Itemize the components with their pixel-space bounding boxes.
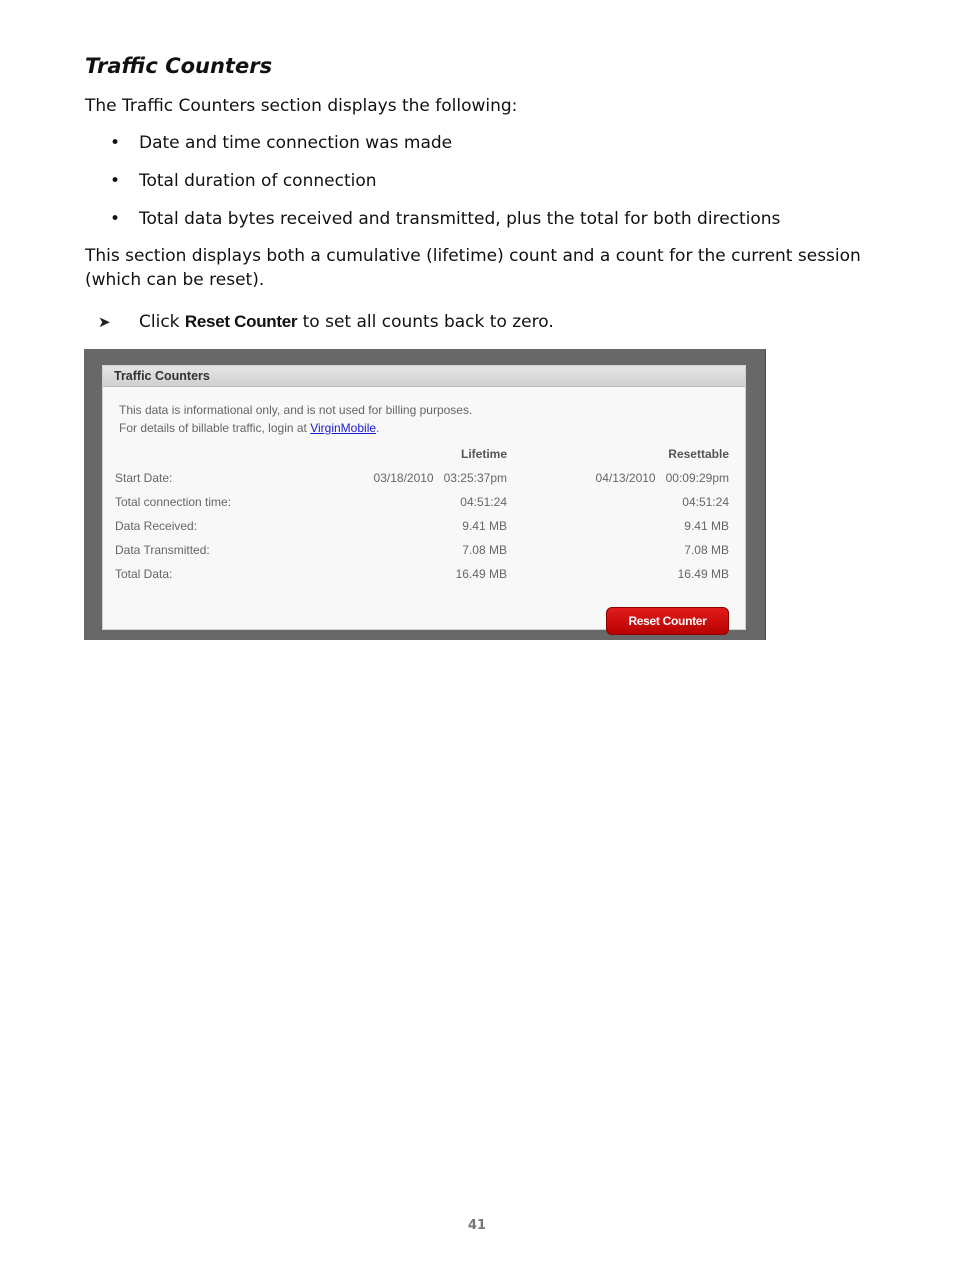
billing-info xyxy=(119,421,379,435)
feature-list xyxy=(110,131,780,245)
lifetime-value: 9.41 MB xyxy=(462,519,507,533)
arrow-icon: ➤ xyxy=(98,313,111,331)
traffic-counters-screenshot xyxy=(84,349,766,640)
lifetime-value: 7.08 MB xyxy=(462,543,507,557)
step-prefix: Click xyxy=(139,312,185,332)
table-row xyxy=(103,519,745,537)
bullet-icon: • xyxy=(110,171,121,191)
lifetime-value: 04:51:24 xyxy=(460,495,507,509)
reset-counter-button[interactable]: Reset Counter xyxy=(606,607,729,635)
instruction-step xyxy=(98,310,554,334)
list-item-text: Date and time connection was made xyxy=(139,133,453,153)
bullet-icon: • xyxy=(110,133,121,153)
resettable-value: 7.08 MB xyxy=(684,543,729,557)
list-item xyxy=(110,207,780,245)
billing-info-suffix: . xyxy=(376,421,380,435)
table-row xyxy=(103,471,745,489)
intro-paragraph: The Traffic Counters section displays the following: xyxy=(85,96,518,116)
row-label: Total connection time: xyxy=(115,495,232,509)
step-suffix: to set all counts back to zero. xyxy=(297,312,554,332)
resettable-value: 04/13/2010 00:09:29pm xyxy=(595,471,729,485)
lifetime-value: 16.49 MB xyxy=(455,567,507,581)
info-text: This data is informational only, and is not used for billing purposes. xyxy=(119,403,473,417)
list-item-text: Total duration of connection xyxy=(139,171,377,191)
page-number: 41 xyxy=(467,1218,487,1233)
resettable-value: 04:51:24 xyxy=(682,495,729,509)
lifetime-value: 03/18/2010 03:25:37pm xyxy=(373,471,507,485)
list-item-text: Total data bytes received and transmitted, plus the total for both directions xyxy=(139,209,781,229)
resettable-header: Resettable xyxy=(668,447,729,461)
list-item xyxy=(110,169,780,207)
panel-title: Traffic Counters xyxy=(103,366,745,387)
row-label: Data Transmitted: xyxy=(115,543,210,557)
description-paragraph: This section displays both a cumulative (lifetime) count and a count for the current session (which can be reset). xyxy=(85,246,861,290)
table-row xyxy=(103,495,745,513)
bullet-icon: • xyxy=(110,209,121,229)
table-row xyxy=(103,567,745,585)
section-title: Traffic Counters xyxy=(85,54,273,78)
virginmobile-link[interactable]: VirginMobile xyxy=(310,421,377,435)
row-label: Data Received: xyxy=(115,519,198,533)
traffic-counters-panel xyxy=(102,365,746,630)
row-label: Start Date: xyxy=(115,471,173,485)
step-bold: Reset Counter xyxy=(184,312,298,331)
panel-body xyxy=(103,387,745,629)
row-label: Total Data: xyxy=(115,567,173,581)
resettable-value: 9.41 MB xyxy=(684,519,729,533)
lifetime-header: Lifetime xyxy=(460,447,507,461)
list-item xyxy=(110,131,780,169)
resettable-value: 16.49 MB xyxy=(677,567,729,581)
billing-info-prefix: For details of billable traffic, login at xyxy=(119,421,311,435)
table-row xyxy=(103,543,745,561)
